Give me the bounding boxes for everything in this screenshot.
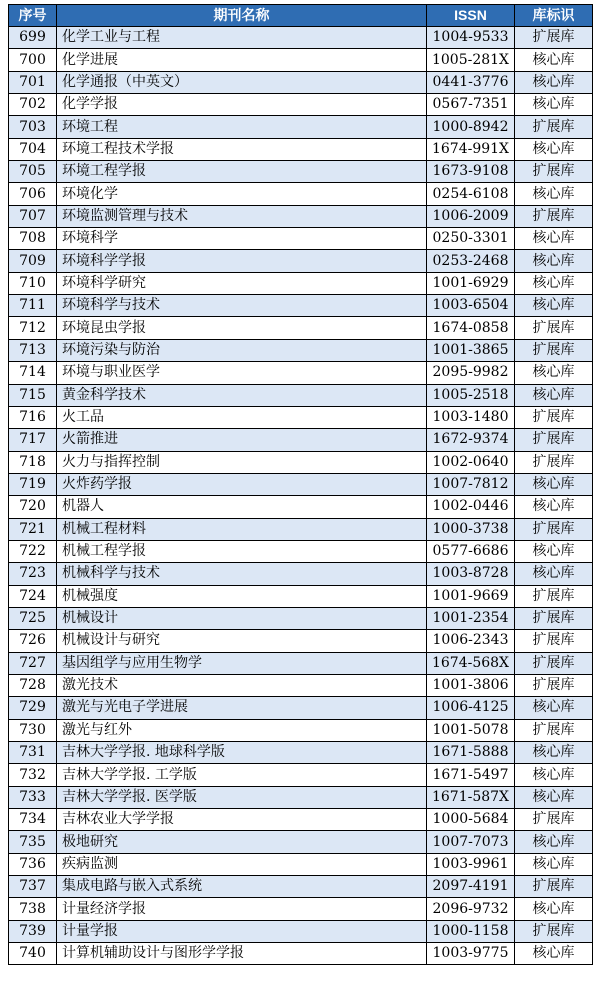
cell-issn: 1672-9374 [427,429,515,451]
cell-library: 扩展库 [515,161,593,183]
cell-journal-name: 吉林大学学报. 医学版 [57,786,427,808]
cell-issn: 1001-6929 [427,272,515,294]
cell-number: 729 [9,697,57,719]
table-row [9,920,593,942]
cell-number: 734 [9,809,57,831]
cell-number: 702 [9,94,57,116]
cell-number: 713 [9,339,57,361]
cell-library: 扩展库 [515,451,593,473]
table-row [9,742,593,764]
cell-journal-name: 机械设计与研究 [57,630,427,652]
table-row [9,585,593,607]
table-row [9,362,593,384]
cell-library: 扩展库 [515,27,593,49]
cell-journal-name: 环境工程 [57,116,427,138]
cell-number: 712 [9,317,57,339]
cell-number: 718 [9,451,57,473]
cell-issn: 0567-7351 [427,94,515,116]
cell-journal-name: 计量经济学报 [57,898,427,920]
cell-library: 核心库 [515,786,593,808]
cell-journal-name: 环境工程学报 [57,161,427,183]
cell-library: 核心库 [515,831,593,853]
cell-library: 扩展库 [515,607,593,629]
cell-number: 731 [9,742,57,764]
cell-number: 736 [9,853,57,875]
table-row [9,272,593,294]
cell-issn: 1000-3738 [427,518,515,540]
cell-journal-name: 机械工程材料 [57,518,427,540]
cell-library: 核心库 [515,228,593,250]
cell-journal-name: 环境科学 [57,228,427,250]
cell-issn: 1003-9775 [427,943,515,965]
cell-number: 719 [9,473,57,495]
cell-journal-name: 激光与红外 [57,719,427,741]
cell-issn: 1000-8942 [427,116,515,138]
cell-issn: 1001-5078 [427,719,515,741]
cell-library: 扩展库 [515,585,593,607]
cell-number: 717 [9,429,57,451]
cell-number: 732 [9,764,57,786]
table-row [9,250,593,272]
table-row [9,943,593,965]
cell-issn: 2096-9732 [427,898,515,920]
cell-journal-name: 化学学报 [57,94,427,116]
cell-issn: 1000-1158 [427,920,515,942]
cell-issn: 1674-991X [427,138,515,160]
cell-number: 706 [9,183,57,205]
cell-issn: 1003-8728 [427,563,515,585]
cell-library: 核心库 [515,853,593,875]
cell-library: 核心库 [515,250,593,272]
table-row [9,853,593,875]
cell-journal-name: 黄金科学技术 [57,384,427,406]
cell-issn: 1001-3806 [427,674,515,696]
cell-issn: 0441-3776 [427,71,515,93]
table-row [9,339,593,361]
cell-journal-name: 环境科学与技术 [57,295,427,317]
cell-number: 715 [9,384,57,406]
table-row [9,205,593,227]
cell-issn: 1002-0446 [427,496,515,518]
table-row [9,719,593,741]
cell-issn: 1671-587X [427,786,515,808]
cell-number: 711 [9,295,57,317]
cell-number: 704 [9,138,57,160]
table-row [9,876,593,898]
cell-journal-name: 极地研究 [57,831,427,853]
cell-journal-name: 吉林农业大学学报 [57,809,427,831]
table-row [9,71,593,93]
table-row [9,429,593,451]
cell-library: 扩展库 [515,674,593,696]
cell-number: 740 [9,943,57,965]
cell-issn: 1006-2343 [427,630,515,652]
cell-journal-name: 化学通报（中英文） [57,71,427,93]
table-row [9,674,593,696]
cell-library: 扩展库 [515,652,593,674]
cell-library: 扩展库 [515,429,593,451]
cell-journal-name: 基因组学与应用生物学 [57,652,427,674]
cell-number: 723 [9,563,57,585]
table-row [9,764,593,786]
cell-number: 700 [9,49,57,71]
cell-number: 716 [9,406,57,428]
cell-library: 核心库 [515,295,593,317]
cell-issn: 0253-2468 [427,250,515,272]
table-row [9,116,593,138]
cell-library: 核心库 [515,473,593,495]
cell-issn: 2095-9982 [427,362,515,384]
cell-issn: 1006-4125 [427,697,515,719]
cell-journal-name: 化学进展 [57,49,427,71]
cell-issn: 1007-7073 [427,831,515,853]
table-row [9,317,593,339]
cell-journal-name: 火箭推进 [57,429,427,451]
table-header [9,5,593,27]
cell-library: 核心库 [515,943,593,965]
cell-journal-name: 环境工程技术学报 [57,138,427,160]
cell-library: 核心库 [515,697,593,719]
cell-issn: 1003-1480 [427,406,515,428]
cell-issn: 1002-0640 [427,451,515,473]
table-row [9,496,593,518]
table-row [9,138,593,160]
cell-journal-name: 环境与职业医学 [57,362,427,384]
cell-number: 703 [9,116,57,138]
cell-library: 核心库 [515,362,593,384]
cell-issn: 1000-5684 [427,809,515,831]
cell-issn: 1001-2354 [427,607,515,629]
table-row [9,831,593,853]
table-row [9,49,593,71]
cell-issn: 0250-3301 [427,228,515,250]
cell-library: 扩展库 [515,920,593,942]
cell-issn: 1005-2518 [427,384,515,406]
cell-library: 扩展库 [515,339,593,361]
cell-journal-name: 机械设计 [57,607,427,629]
cell-library: 核心库 [515,898,593,920]
cell-journal-name: 激光技术 [57,674,427,696]
cell-journal-name: 环境污染与防治 [57,339,427,361]
table-row [9,809,593,831]
cell-library: 核心库 [515,496,593,518]
cell-library: 扩展库 [515,406,593,428]
table-row [9,94,593,116]
cell-journal-name: 吉林大学学报. 地球科学版 [57,742,427,764]
cell-journal-name: 环境昆虫学报 [57,317,427,339]
cell-number: 709 [9,250,57,272]
cell-number: 735 [9,831,57,853]
table-row [9,898,593,920]
table-row [9,518,593,540]
table-row [9,697,593,719]
cell-journal-name: 机械工程学报 [57,540,427,562]
cell-library: 扩展库 [515,116,593,138]
cell-journal-name: 吉林大学学报. 工学版 [57,764,427,786]
cell-journal-name: 环境科学研究 [57,272,427,294]
cell-number: 722 [9,540,57,562]
cell-number: 739 [9,920,57,942]
table-row [9,473,593,495]
cell-issn: 0254-6108 [427,183,515,205]
cell-issn: 1003-6504 [427,295,515,317]
cell-number: 737 [9,876,57,898]
cell-journal-name: 火炸药学报 [57,473,427,495]
cell-issn: 0577-6686 [427,540,515,562]
table-row [9,228,593,250]
cell-library: 核心库 [515,94,593,116]
cell-library: 扩展库 [515,518,593,540]
table-row [9,451,593,473]
cell-number: 699 [9,27,57,49]
cell-issn: 1673-9108 [427,161,515,183]
cell-library: 核心库 [515,71,593,93]
cell-library: 扩展库 [515,317,593,339]
cell-number: 738 [9,898,57,920]
cell-journal-name: 机器人 [57,496,427,518]
cell-issn: 1001-3865 [427,339,515,361]
cell-number: 720 [9,496,57,518]
cell-issn: 1005-281X [427,49,515,71]
table-row [9,295,593,317]
cell-issn: 1674-568X [427,652,515,674]
journal-table [8,4,593,965]
cell-number: 701 [9,71,57,93]
cell-number: 710 [9,272,57,294]
cell-issn: 1006-2009 [427,205,515,227]
cell-journal-name: 疾病监测 [57,853,427,875]
cell-number: 726 [9,630,57,652]
table-row [9,607,593,629]
cell-journal-name: 集成电路与嵌入式系统 [57,876,427,898]
cell-journal-name: 机械科学与技术 [57,563,427,585]
cell-journal-name: 环境监测管理与技术 [57,205,427,227]
table-row [9,161,593,183]
cell-issn: 1007-7812 [427,473,515,495]
table-row [9,540,593,562]
cell-journal-name: 火工品 [57,406,427,428]
cell-number: 714 [9,362,57,384]
table-row [9,630,593,652]
cell-issn: 1003-9961 [427,853,515,875]
table-row [9,406,593,428]
cell-library: 扩展库 [515,630,593,652]
cell-library: 核心库 [515,183,593,205]
cell-library: 核心库 [515,764,593,786]
table-row [9,27,593,49]
table-body [9,27,593,965]
table-row [9,384,593,406]
header-no: 序号 [9,5,57,27]
cell-journal-name: 环境科学学报 [57,250,427,272]
table-row [9,183,593,205]
cell-number: 727 [9,652,57,674]
cell-issn: 1674-0858 [427,317,515,339]
cell-number: 728 [9,674,57,696]
cell-library: 核心库 [515,272,593,294]
cell-library: 扩展库 [515,205,593,227]
cell-issn: 1001-9669 [427,585,515,607]
cell-number: 707 [9,205,57,227]
cell-journal-name: 计量学报 [57,920,427,942]
cell-library: 核心库 [515,563,593,585]
cell-number: 724 [9,585,57,607]
cell-library: 核心库 [515,540,593,562]
cell-number: 730 [9,719,57,741]
cell-number: 725 [9,607,57,629]
header-name: 期刊名称 [57,5,427,27]
cell-library: 核心库 [515,742,593,764]
cell-library: 扩展库 [515,876,593,898]
cell-library: 扩展库 [515,809,593,831]
cell-journal-name: 化学工业与工程 [57,27,427,49]
cell-number: 708 [9,228,57,250]
header-row [9,5,593,27]
cell-library: 核心库 [515,138,593,160]
header-library: 库标识 [515,5,593,27]
cell-issn: 2097-4191 [427,876,515,898]
cell-issn: 1671-5497 [427,764,515,786]
cell-number: 721 [9,518,57,540]
table-row [9,786,593,808]
cell-number: 705 [9,161,57,183]
header-issn: ISSN [427,5,515,27]
table-row [9,652,593,674]
cell-journal-name: 环境化学 [57,183,427,205]
cell-library: 核心库 [515,49,593,71]
cell-library: 扩展库 [515,719,593,741]
cell-issn: 1671-5888 [427,742,515,764]
cell-library: 核心库 [515,384,593,406]
cell-journal-name: 计算机辅助设计与图形学学报 [57,943,427,965]
table-row [9,563,593,585]
cell-journal-name: 火力与指挥控制 [57,451,427,473]
cell-journal-name: 机械强度 [57,585,427,607]
cell-number: 733 [9,786,57,808]
cell-journal-name: 激光与光电子学进展 [57,697,427,719]
cell-issn: 1004-9533 [427,27,515,49]
